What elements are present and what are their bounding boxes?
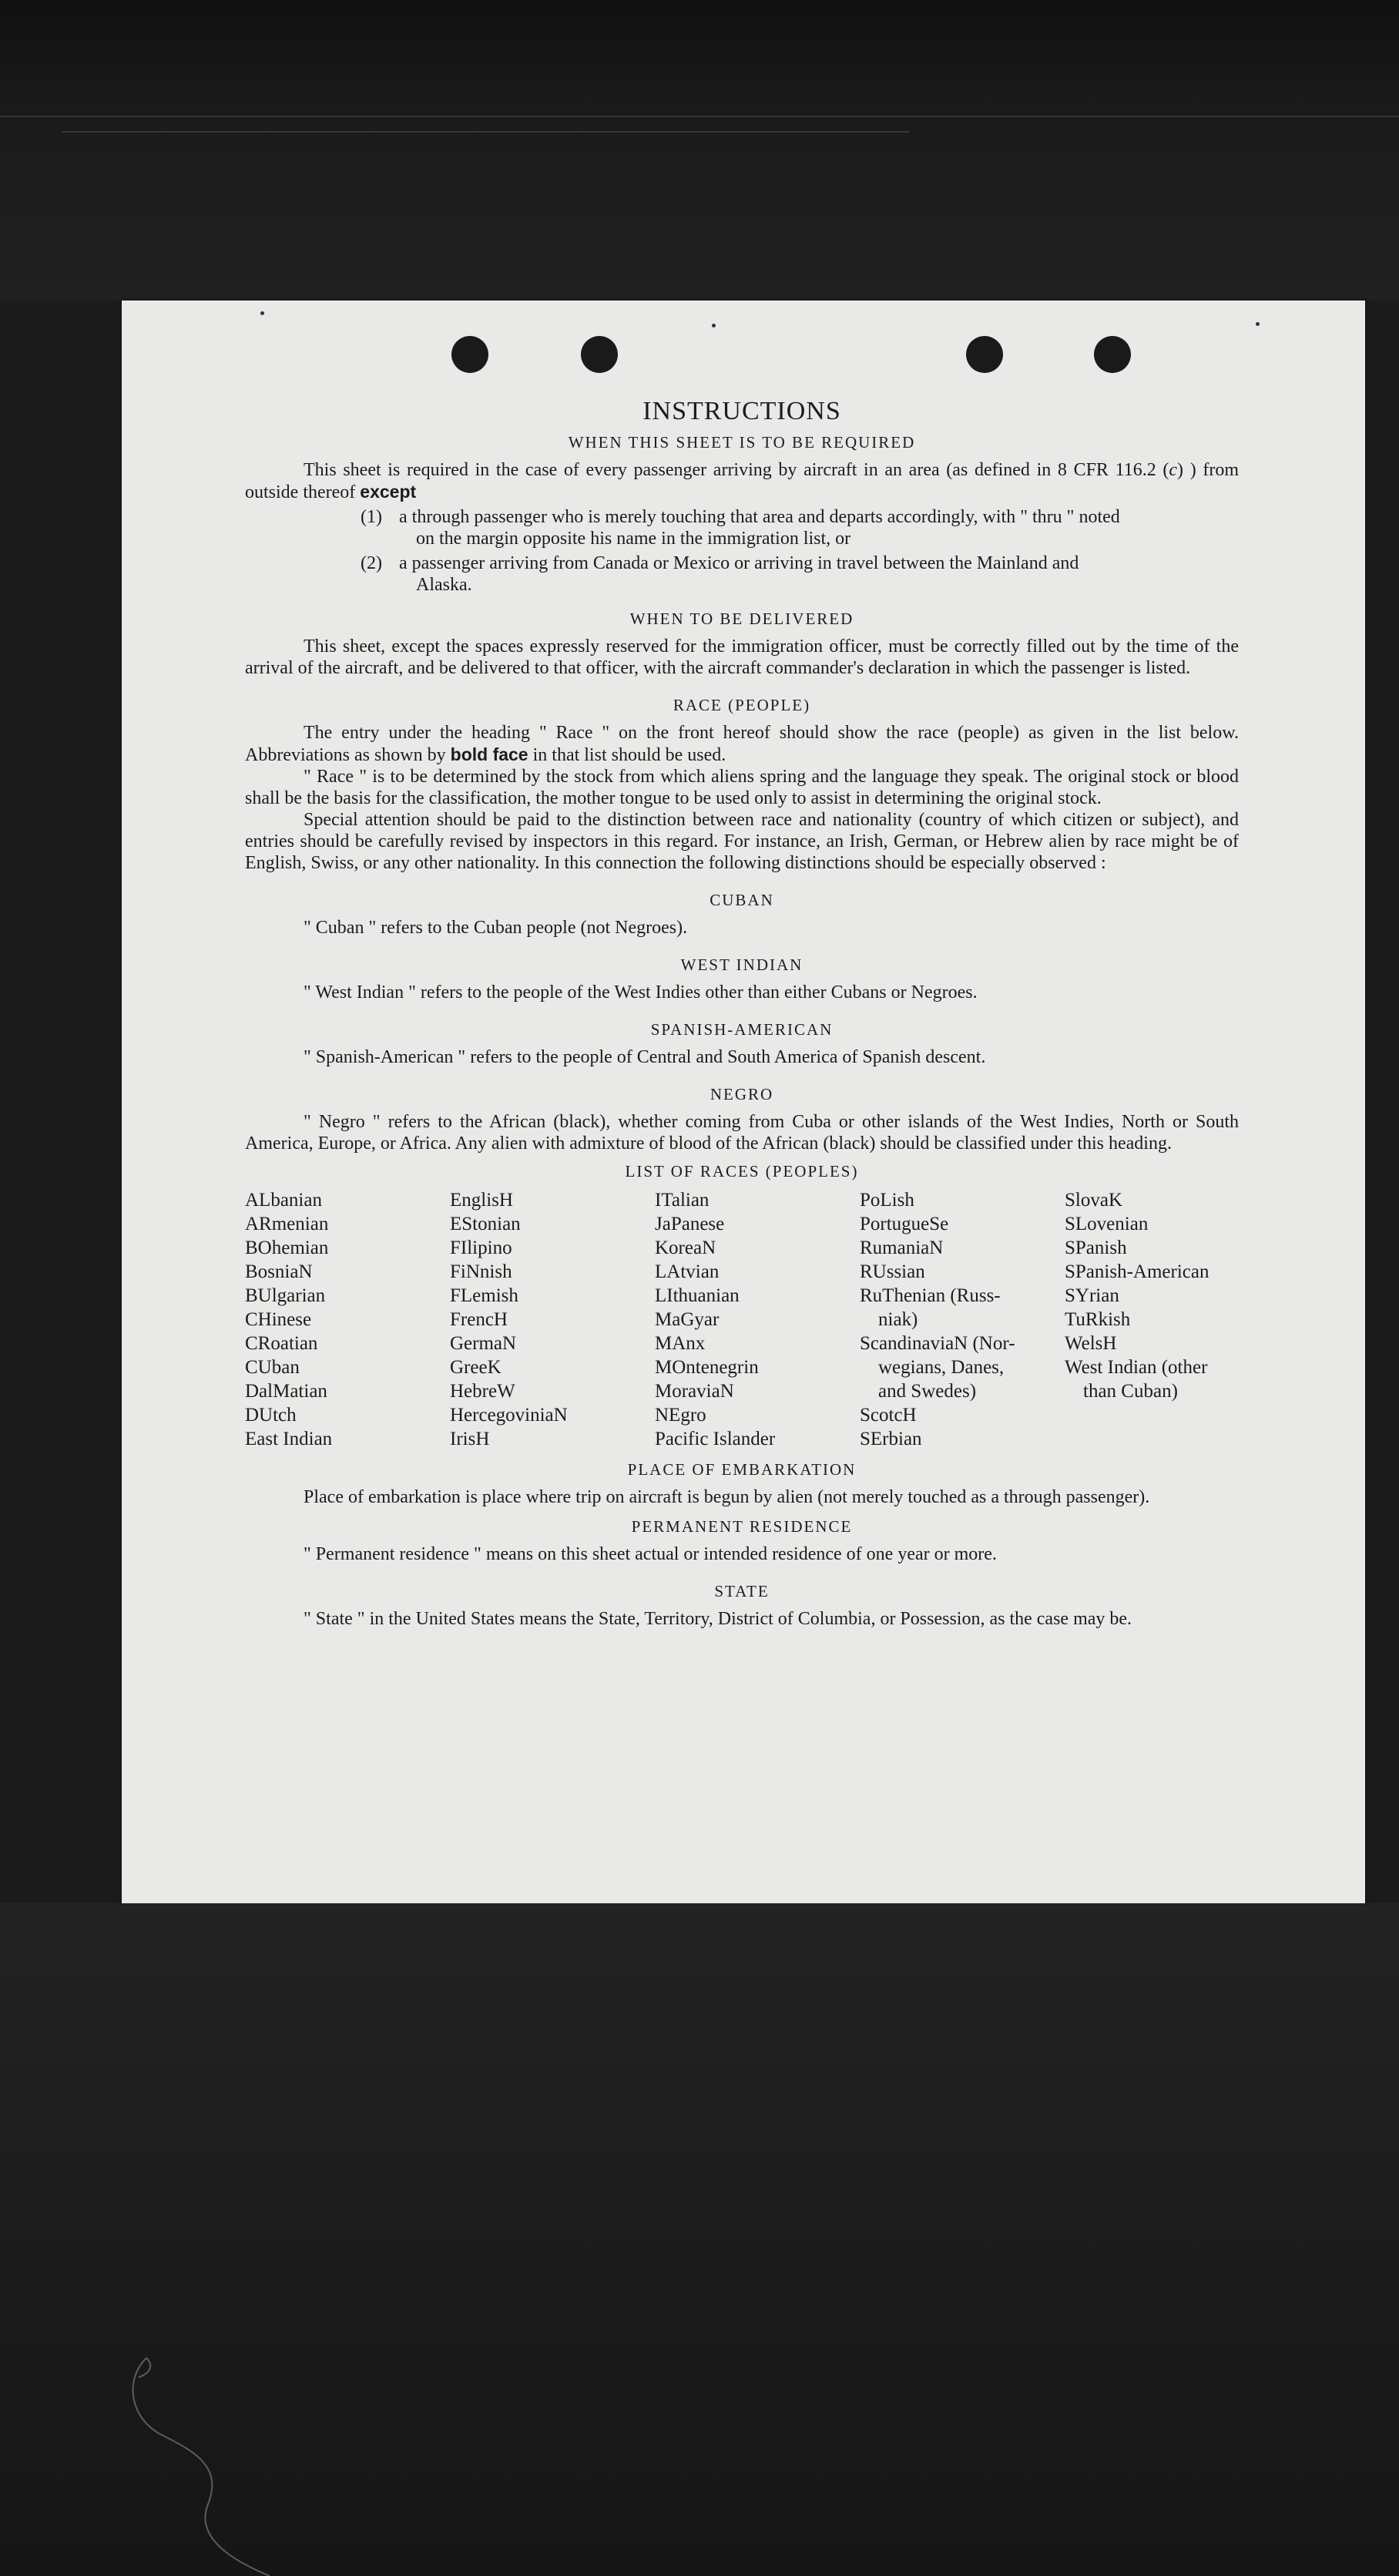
exception-item-2: (2) a passenger arriving from Canada or Mexico or arriving in travel between the Mainland and Alaska. (361, 553, 1079, 595)
section-heading-race-list: LIST OF RACES (PEOPLES) (625, 1162, 859, 1181)
west-indian-text: " West Indian " refers to the people of the West Indies other than either Cubans or Negroes. (304, 982, 978, 1003)
race-entry: DalMatian (245, 1381, 327, 1402)
punch-hole (581, 336, 618, 373)
section-heading-west-indian: WEST INDIAN (680, 956, 804, 974)
required-intro: This sheet is required in the case of every passenger arriving by aircraft in an area (as defined in 8 CFR 116.2 (c) ) from outside thereof except (245, 460, 1239, 502)
race-entry: PortugueSe (860, 1214, 949, 1234)
residence-text: " Permanent residence " means on this sheet actual or intended residence of one year or more. (304, 1544, 997, 1564)
race-entry: MaGyar (655, 1309, 720, 1330)
race-entry: RUssian (860, 1261, 925, 1282)
race-entry: RumaniaN (860, 1238, 944, 1258)
race-paragraph-3: Special attention should be paid to the distinction between race and nationality (country of which citizen or subject), and entries should be carefully revised by inspectors in this regard. For instance, an Irish, German, or Hebrew alien by race might be of English, Swiss, or any other nationality. In this connection the following distinctions should be especially observed : (245, 810, 1239, 873)
race-entry: FIlipino (450, 1238, 512, 1258)
race-entry: BOhemian (245, 1238, 329, 1258)
race-entry: BosniaN (245, 1261, 313, 1282)
section-heading-race: RACE (PEOPLE) (673, 696, 811, 714)
race-entry: IrisH (450, 1429, 490, 1449)
negro-text: " Negro " refers to the African (black), whether coming from Cuba or other islands of the West Indies, North or South America, Europe, or Africa. Any alien with admixture of blood of the African (black) should be classified under this heading. (245, 1112, 1239, 1154)
race-entry: ScandinaviaN (Nor- (860, 1333, 1015, 1354)
race-entry: LAtvian (655, 1261, 720, 1282)
document-title: INSTRUCTIONS (642, 397, 841, 425)
race-entry: ALbanian (245, 1190, 322, 1211)
race-entry: SYrian (1065, 1285, 1119, 1306)
race-entry: RuThenian (Russ- (860, 1285, 1001, 1306)
race-entry: LIthuanian (655, 1285, 740, 1306)
race-entry: MoraviaN (655, 1381, 734, 1402)
race-entry: HebreW (450, 1381, 515, 1402)
punch-hole (966, 336, 1003, 373)
race-entry: KoreaN (655, 1238, 716, 1258)
race-entry: FrencH (450, 1309, 508, 1330)
section-heading-spanish-american: SPANISH-AMERICAN (650, 1020, 834, 1039)
race-entry: EnglisH (450, 1190, 513, 1211)
section-heading-cuban: CUBAN (710, 891, 774, 909)
speck (1256, 322, 1260, 326)
race-entry: ScotcH (860, 1405, 917, 1426)
race-entry: GreeK (450, 1357, 502, 1378)
race-entry: East Indian (245, 1429, 333, 1449)
scan-scratch-mark (116, 2350, 393, 2576)
race-entry-continued: niak) (878, 1309, 918, 1330)
race-entry: SlovaK (1065, 1190, 1122, 1211)
race-entry: FiNnish (450, 1261, 512, 1282)
race-column-5 (1065, 1188, 1239, 1451)
race-paragraph-1: The entry under the heading " Race " on the front hereof should show the race (people) as given in the list below. Abbreviations as shown by bold face in that list should be used. (245, 723, 1239, 765)
section-heading-embarkation: PLACE OF EMBARKATION (627, 1460, 857, 1479)
embarkation-text: Place of embarkation is place where trip on aircraft is begun by alien (not merely touched as a through passenger). (304, 1487, 1150, 1507)
race-entry: ITalian (655, 1190, 710, 1211)
scan-artifact-line (0, 116, 1399, 117)
race-entry: WelsH (1065, 1333, 1117, 1354)
race-entry: SLovenian (1065, 1214, 1149, 1234)
race-column-3 (655, 1188, 860, 1451)
race-entry: MOntenegrin (655, 1357, 759, 1378)
race-entry: NEgro (655, 1405, 706, 1426)
scanner-background-top (0, 0, 1399, 301)
race-entry: CUban (245, 1357, 300, 1378)
race-entry: ARmenian (245, 1214, 329, 1234)
race-entry: West Indian (other (1065, 1357, 1208, 1378)
scan-artifact-line (62, 131, 909, 133)
section-heading-state: STATE (714, 1582, 770, 1600)
race-entry: Pacific Islander (655, 1429, 776, 1449)
race-column-1 (245, 1188, 450, 1451)
race-entry: DUtch (245, 1405, 297, 1426)
race-entry: FLemish (450, 1285, 518, 1306)
race-entry: BUlgarian (245, 1285, 326, 1306)
race-entry: SPanish (1065, 1238, 1127, 1258)
race-entry: JaPanese (655, 1214, 725, 1234)
section-heading-negro: NEGRO (710, 1085, 774, 1103)
race-entry-continued: and Swedes) (878, 1381, 977, 1402)
race-entry: EStonian (450, 1214, 521, 1234)
section-heading-required: WHEN THIS SHEET IS TO BE REQUIRED (568, 433, 916, 452)
race-entry: CHinese (245, 1309, 312, 1330)
delivered-text: This sheet, except the spaces expressly reserved for the immigration officer, must be correctly filled out by the time of the arrival of the aircraft, and be delivered to that officer, with the aircraft commander's declaration in which the passenger is listed. (245, 636, 1239, 678)
speck (260, 311, 264, 315)
punch-hole (451, 336, 488, 373)
race-entry-continued: than Cuban) (1083, 1381, 1178, 1402)
race-entry: PoLish (860, 1190, 914, 1211)
race-entry: MAnx (655, 1333, 706, 1354)
race-entry: TuRkish (1065, 1309, 1131, 1330)
document-page (122, 301, 1365, 1903)
cuban-text: " Cuban " refers to the Cuban people (not Negroes). (304, 918, 688, 938)
instructions-content (245, 397, 1239, 1630)
race-list (245, 1188, 1239, 1451)
race-entry: CRoatian (245, 1333, 318, 1354)
race-entry: SErbian (860, 1429, 922, 1449)
exception-item-1: (1) a through passenger who is merely touching that area and departs accordingly, with " thru " noted on the margin opposite his name in the immigration list, or (361, 507, 1120, 549)
race-column-4 (860, 1188, 1065, 1451)
race-entry: SPanish-American (1065, 1261, 1209, 1282)
section-heading-delivered: WHEN TO BE DELIVERED (629, 610, 854, 628)
state-text: " State " in the United States means the State, Territory, District of Columbia, or Possession, as the case may be. (304, 1609, 1132, 1629)
punch-hole (1094, 336, 1131, 373)
speck (712, 324, 716, 327)
race-entry-continued: wegians, Danes, (878, 1357, 1005, 1378)
race-paragraph-2: " Race " is to be determined by the stock from which aliens spring and the language they speak. The original stock or blood shall be the basis for the classification, the mother tongue to be used only to assist in determining the original stock. (245, 767, 1239, 808)
spanish-american-text: " Spanish-American " refers to the people of Central and South America of Spanish descent. (304, 1047, 986, 1067)
section-heading-residence: PERMANENT RESIDENCE (631, 1517, 853, 1536)
race-column-2 (450, 1188, 655, 1451)
race-entry: GermaN (450, 1333, 517, 1354)
race-entry: HercegoviniaN (450, 1405, 568, 1426)
